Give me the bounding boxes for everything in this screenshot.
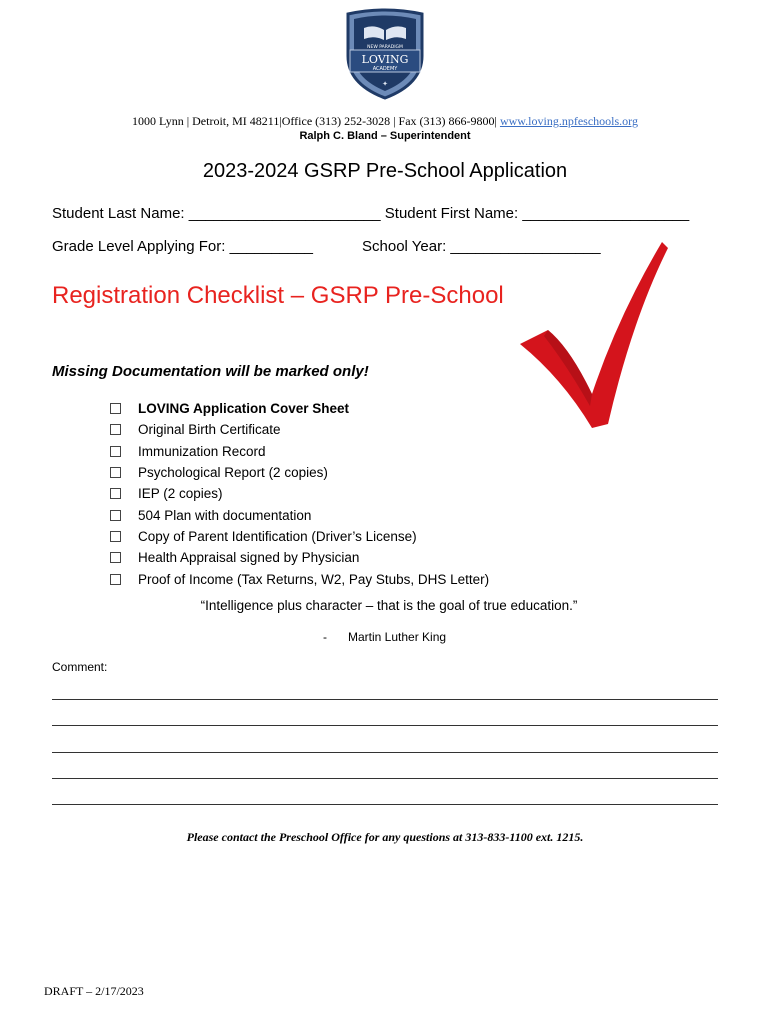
checklist-item [110,419,489,440]
draft-date: DRAFT – 2/17/2023 [44,984,144,998]
checklist-item [110,504,489,525]
comment-line[interactable] [52,778,718,779]
checklist-item [110,526,489,547]
student-last-name-field[interactable]: Student Last Name: _______________________ [52,205,381,222]
checklist-item-label: 504 Plan with documentation [138,507,312,523]
checkbox[interactable] [110,552,121,563]
checklist-item-label: Original Birth Certificate [138,422,281,438]
checkbox[interactable] [110,531,121,542]
checklist-item-label: Health Appraisal signed by Physician [138,550,360,566]
checkbox[interactable] [110,424,121,435]
red-checkmark-icon [518,236,668,428]
checklist-item-label: Proof of Income (Tax Returns, W2, Pay Stubs, DHS Letter) [138,571,490,587]
quote-author: Martin Luther King [348,630,447,644]
checklist-title: Registration Checklist – GSRP Pre-School [52,282,504,309]
svg-text:✦: ✦ [382,80,388,88]
checklist-item [110,462,489,483]
checkbox[interactable] [110,467,121,478]
checkbox[interactable] [110,446,121,457]
checkbox[interactable] [110,488,121,499]
checklist-item-label: Immunization Record [138,443,266,459]
checkbox[interactable] [110,510,121,521]
checkbox[interactable] [110,574,121,585]
comment-line[interactable] [52,752,718,753]
svg-text:NEW PARADIGM: NEW PARADIGM [367,45,403,50]
address-text: 1000 Lynn | Detroit, MI 48211|Office (313) 252-3028 | Fax (313) 866-9800| [132,114,497,128]
comment-line[interactable] [52,699,718,700]
student-name-row [52,205,689,222]
grade-level-field[interactable]: Grade Level Applying For: __________ [52,238,314,255]
superintendent: Ralph C. Bland – Superintendent [299,130,471,142]
comment-line[interactable] [52,804,718,805]
loving-academy-logo [342,8,428,100]
application-title: 2023-2024 GSRP Pre-School Application [202,160,568,182]
registration-checklist [110,398,489,590]
svg-text:LOVING: LOVING [361,53,409,66]
student-first-name-field[interactable]: Student First Name: ____________________ [380,205,690,222]
checklist-item [110,547,489,568]
checklist-item [110,483,489,504]
checklist-item-label: IEP (2 copies) [138,486,223,502]
checklist-item-label: Copy of Parent Identification (Driver’s License) [138,528,417,544]
website-link[interactable]: www.loving.npfeschools.org [499,114,638,128]
checkbox[interactable] [110,403,121,414]
comment-line[interactable] [52,725,718,726]
checklist-item [110,568,489,589]
svg-text:ACADEMY: ACADEMY [372,66,398,72]
quote-dash: - [323,630,327,644]
checklist-item-label: Psychological Report (2 copies) [138,465,328,481]
checklist-item-label: LOVING Application Cover Sheet [138,401,350,417]
address-line [0,114,770,129]
quote-text: “Intelligence plus character – that is the goal of true education.” [200,598,578,613]
school-year-field[interactable]: School Year: __________________ [362,238,601,255]
missing-documentation-note: Missing Documentation will be marked only! [52,363,369,380]
contact-note: Please contact the Preschool Office for any questions at 313-833-1100 ext. 1215. [186,830,584,844]
comment-label: Comment: [52,660,108,674]
checklist-item [110,441,489,462]
checklist-item [110,398,489,419]
